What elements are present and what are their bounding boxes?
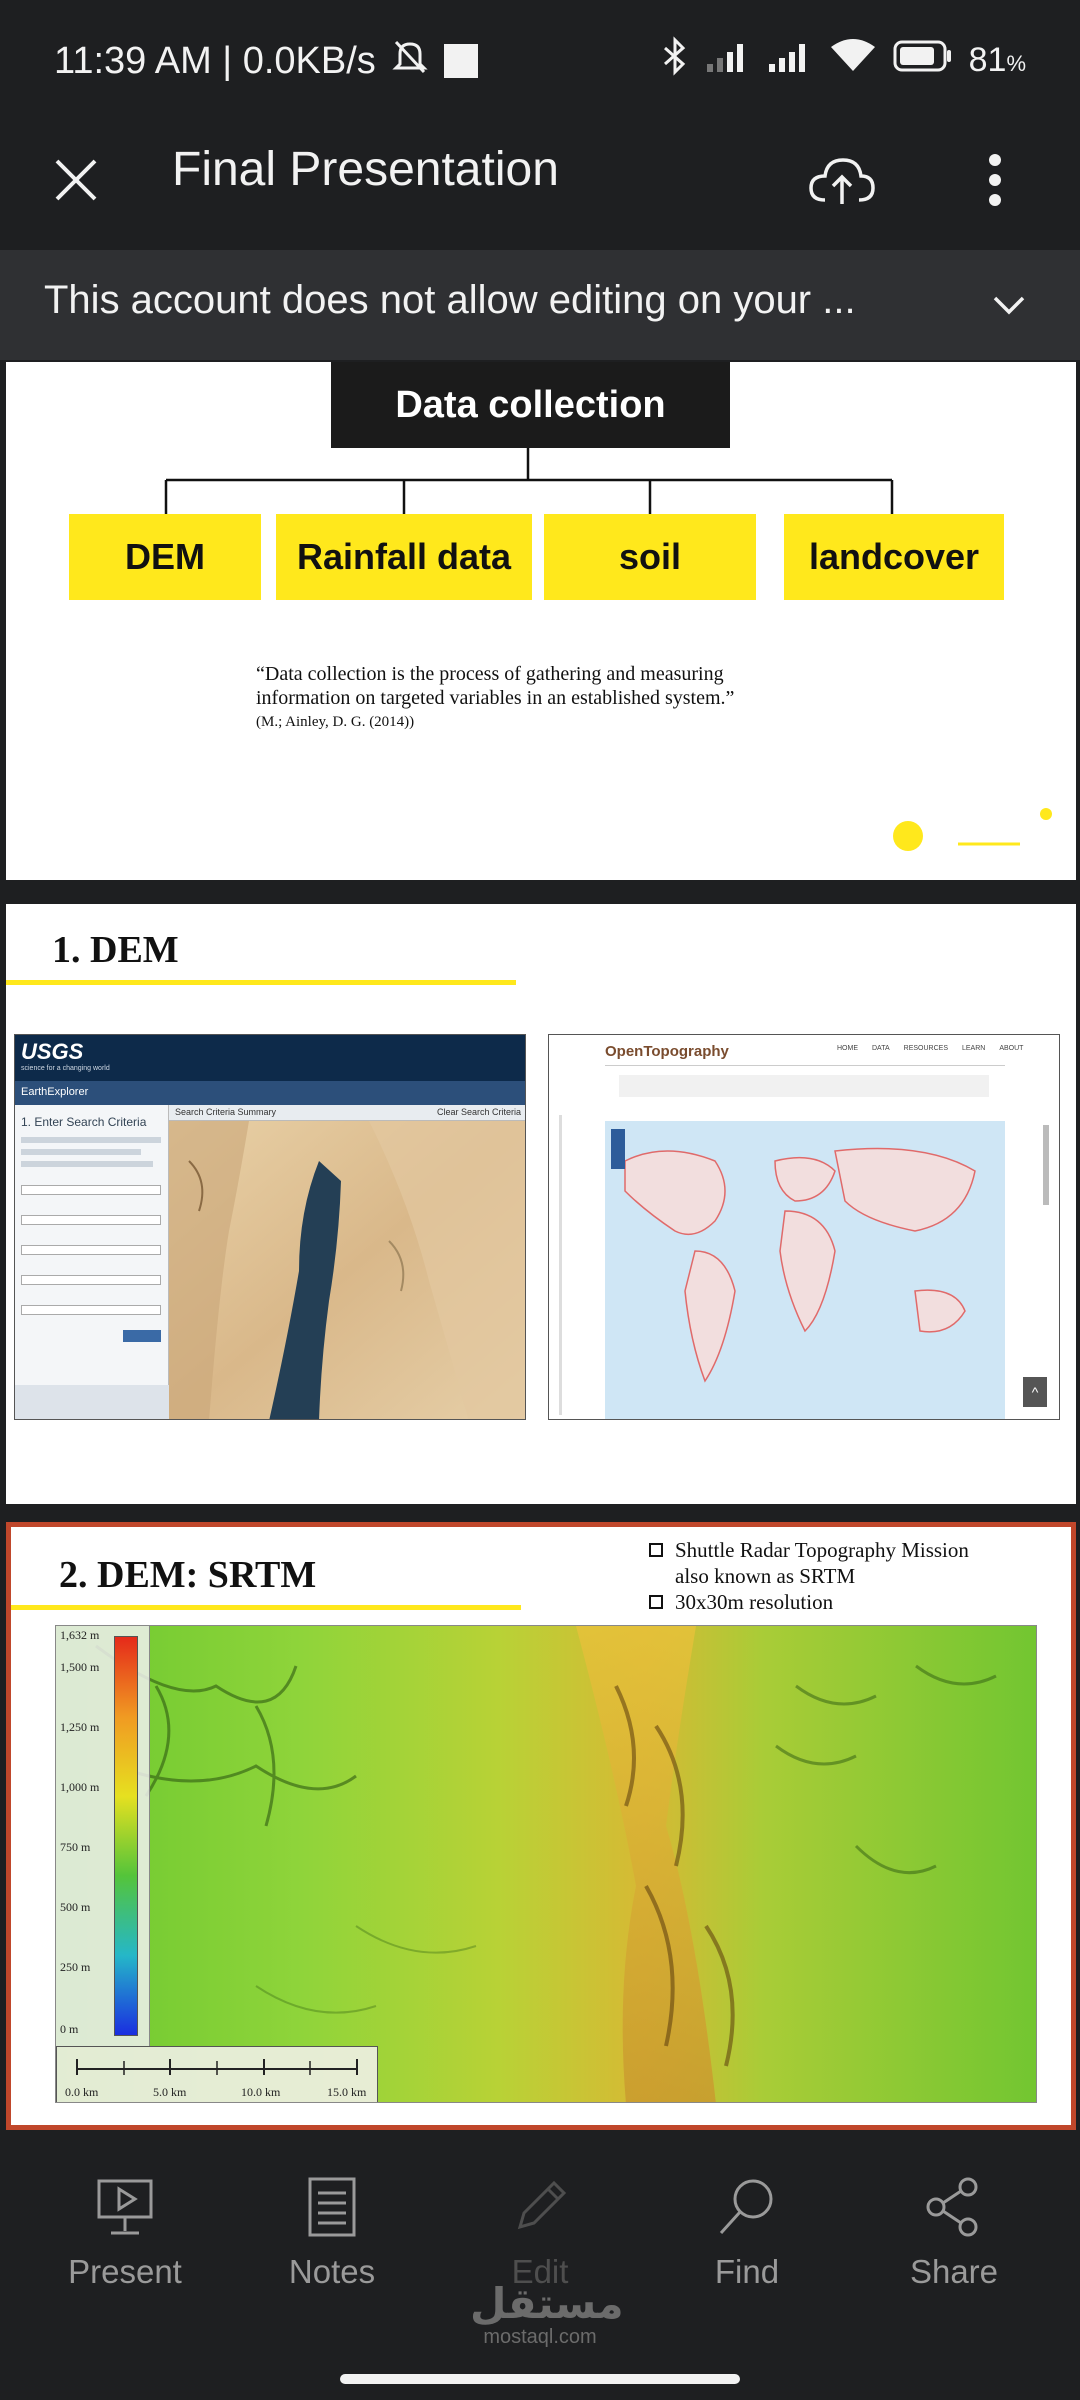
watermark-arabic: مستقل: [470, 2280, 624, 2327]
chevron-down-icon[interactable]: [984, 280, 1034, 330]
document-title: Final Presentation: [172, 143, 559, 196]
nav-learn: LEARN: [961, 1045, 986, 1052]
scale-bar: [56, 2046, 378, 2103]
battery-icon: [893, 39, 953, 82]
present-label: Present: [68, 2253, 182, 2290]
search-icon: [715, 2175, 779, 2239]
legend-color-ramp: [114, 1636, 138, 2036]
status-time: 11:39 AM | 0.0KB/s: [54, 39, 376, 82]
legend-label: 750 m: [60, 1840, 91, 1854]
bullet-item: [649, 1537, 975, 1589]
decor-dot-small: [1040, 808, 1052, 820]
edit-label: Edit: [511, 2253, 569, 2290]
quote-citation: (M.; Ainley, D. G. (2014)): [256, 714, 415, 730]
srtm-bullets: [649, 1537, 975, 1615]
slide-heading-dem: 1. DEM: [52, 929, 179, 971]
ee-toolbar: [15, 1081, 526, 1105]
nav-resources: RESOURCES: [903, 1045, 948, 1052]
bullet-text: Shuttle Radar Topography Mission also known as SRTM: [675, 1538, 969, 1588]
battery-percent: 81%: [968, 41, 1026, 79]
slide-heading-data-collection: Data collection: [331, 362, 730, 448]
bullet-box-icon: [649, 1595, 663, 1609]
ee-clear: Clear Search Criteria: [436, 1107, 521, 1117]
scale-label: 5.0 km: [153, 2085, 187, 2099]
bullet-text: 30x30m resolution: [675, 1590, 834, 1614]
category-soil: soil: [544, 514, 756, 600]
legend-label: 1,632 m: [60, 1628, 100, 1642]
legend-label: 250 m: [60, 1960, 91, 1974]
wifi-icon: [829, 37, 877, 84]
share-label: Share: [909, 2253, 999, 2290]
notes-label: Notes: [288, 2253, 376, 2290]
find-label: Find: [714, 2253, 780, 2290]
heading-underline: [11, 1605, 521, 1610]
slide-data-collection[interactable]: [6, 362, 1076, 880]
ee-search-panel: [15, 1105, 169, 1420]
satellite-map: [169, 1121, 526, 1420]
heading-underline: [6, 980, 516, 985]
banner-text: This account does not allow editing on your ...: [44, 278, 856, 322]
share-button[interactable]: [864, 2175, 1044, 2291]
category-rainfall: Rainfall data: [276, 514, 532, 600]
close-icon[interactable]: [46, 150, 106, 210]
usgs-header: [15, 1035, 526, 1081]
ee-panel-title: 1. Enter Search Criteria: [21, 1115, 147, 1129]
ee-app-name: EarthExplorer: [21, 1086, 89, 1098]
legend-label: 1,500 m: [60, 1660, 100, 1674]
usgs-earthexplorer-screenshot: [14, 1034, 526, 1420]
nav-about: ABOUT: [999, 1045, 1024, 1052]
watermark-site: mostaql.com: [483, 2326, 597, 2348]
mostaql-watermark: [470, 2280, 624, 2349]
elevation-legend: [56, 1626, 150, 2046]
opentopo-nav: [837, 1045, 1023, 1052]
usgs-logo: USGS: [21, 1039, 84, 1064]
edit-button[interactable]: [450, 2175, 630, 2291]
present-icon: [93, 2175, 157, 2239]
legend-label: 1,250 m: [60, 1720, 100, 1734]
nav-home: HOME: [837, 1045, 858, 1052]
editing-restriction-banner[interactable]: [0, 250, 1080, 360]
app-bar: [0, 120, 1080, 250]
notifications-muted-icon: [390, 36, 430, 86]
scale-label: 15.0 km: [327, 2085, 367, 2099]
legend-label: 0 m: [60, 2022, 79, 2036]
ee-summary-bar: [169, 1105, 526, 1121]
present-button[interactable]: [35, 2175, 215, 2291]
notes-button[interactable]: [242, 2175, 422, 2291]
signal-icon: [705, 38, 751, 83]
category-landcover: landcover: [784, 514, 1004, 600]
bullet-item: [649, 1589, 975, 1615]
share-icon: [922, 2175, 986, 2239]
scale-label: 0.0 km: [65, 2085, 99, 2099]
ee-summary: Search Criteria Summary: [175, 1107, 277, 1117]
usgs-tagline: science for a changing world: [21, 1065, 110, 1072]
category-dem: DEM: [69, 514, 261, 600]
scroll-top-icon: ^: [1023, 1377, 1047, 1407]
scale-bar-ticks: [57, 2051, 379, 2081]
slide-dem-srtm[interactable]: [6, 1522, 1076, 2130]
legend-label: 1,000 m: [60, 1780, 100, 1794]
srtm-elevation-map: [55, 1625, 1037, 2103]
bullet-box-icon: [649, 1543, 663, 1557]
opentopo-logo: OpenTopography: [605, 1043, 729, 1060]
elevation-shaded-relief: [56, 1626, 1037, 2103]
slide-heading-srtm: 2. DEM: SRTM: [59, 1554, 317, 1596]
world-map: [605, 1121, 1005, 1420]
opentopography-screenshot: [548, 1034, 1060, 1420]
scale-label: 10.0 km: [241, 2085, 281, 2099]
decor-dot: [893, 821, 923, 851]
pencil-icon: [508, 2175, 572, 2239]
quote-line: “Data collection is the process of gathering and measuring: [256, 663, 724, 685]
quote-line: information on targeted variables in an established system.”: [256, 687, 735, 709]
nav-data: DATA: [872, 1045, 890, 1052]
signal-icon-2: [767, 38, 813, 83]
cloud-upload-icon[interactable]: [804, 142, 880, 218]
definition-quote: [256, 662, 816, 734]
find-button[interactable]: [657, 2175, 837, 2291]
notes-icon: [300, 2175, 364, 2239]
status-bar: [0, 0, 1080, 120]
legend-label: 500 m: [60, 1900, 91, 1914]
slide-dem[interactable]: [6, 904, 1076, 1504]
screenshot-icon: [444, 44, 478, 78]
bluetooth-icon: [661, 36, 689, 85]
more-vertical-icon[interactable]: [970, 142, 1020, 218]
home-indicator[interactable]: [340, 2374, 740, 2384]
